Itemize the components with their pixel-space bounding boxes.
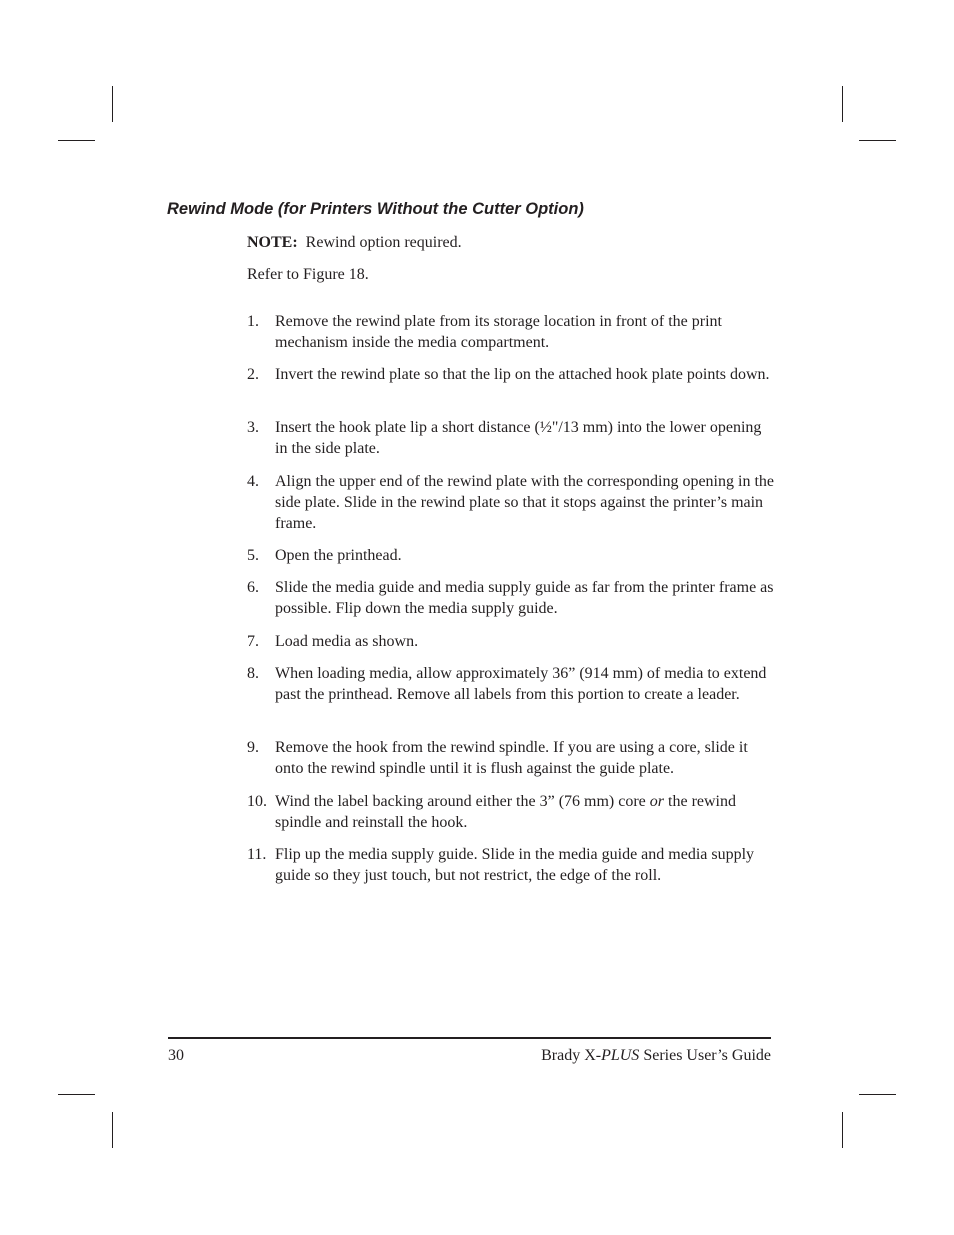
crop-mark bbox=[859, 1094, 896, 1095]
step-number: 10. bbox=[247, 793, 267, 810]
footer-rule bbox=[168, 1037, 771, 1039]
list-item bbox=[247, 631, 777, 652]
step-text: Open the printhead. bbox=[275, 547, 402, 564]
step-number: 1. bbox=[247, 313, 259, 330]
section-heading: Rewind Mode (for Printers Without the Cutter Option) bbox=[167, 200, 584, 218]
list-item bbox=[247, 663, 777, 705]
step-number: 6. bbox=[247, 579, 259, 596]
step-text: When loading media, allow approximately 36” (914 mm) of media to extend past the printhead. Remove all labels from this portion to create a leader. bbox=[275, 665, 767, 703]
step-text: Slide the media guide and media supply guide as far from the printer frame as possible. Flip down the media supply guide. bbox=[275, 579, 774, 617]
step-text bbox=[275, 791, 777, 833]
step-number: 2. bbox=[247, 366, 259, 383]
step-number: 11. bbox=[247, 846, 267, 863]
step-text: Load media as shown. bbox=[275, 633, 419, 650]
figure-reference: Refer to Figure 18. bbox=[247, 266, 369, 283]
guide-title-part: Series User’s Guide bbox=[639, 1047, 771, 1064]
crop-mark bbox=[112, 1112, 113, 1148]
note-label: NOTE: bbox=[247, 234, 298, 251]
crop-mark bbox=[58, 140, 95, 141]
note-text: Rewind option required. bbox=[305, 234, 462, 251]
list-item bbox=[247, 737, 777, 779]
step-number: 9. bbox=[247, 739, 259, 756]
list-item bbox=[247, 545, 777, 566]
crop-mark bbox=[842, 1112, 843, 1148]
guide-title bbox=[541, 1046, 771, 1066]
step-text: Flip up the media supply guide. Slide in the media guide and media supply guide so they just touch, but not restrict, the edge of the roll. bbox=[275, 846, 755, 884]
crop-mark bbox=[112, 86, 113, 122]
list-item bbox=[247, 577, 777, 619]
step-text: Remove the hook from the rewind spindle. If you are using a core, slide it onto the rewind spindle until it is flush against the guide plate. bbox=[275, 739, 748, 777]
list-item bbox=[247, 791, 777, 833]
guide-title-part: Brady X- bbox=[541, 1047, 602, 1064]
note bbox=[247, 232, 462, 253]
step-number: 3. bbox=[247, 419, 259, 436]
step-number: 8. bbox=[247, 665, 259, 682]
list-item bbox=[247, 364, 777, 385]
step-text-part: Wind the label backing around either the 3” (76 mm) core bbox=[275, 793, 650, 810]
list-item bbox=[247, 417, 777, 459]
list-item bbox=[247, 311, 777, 353]
list-item bbox=[247, 844, 777, 886]
crop-mark bbox=[58, 1094, 95, 1095]
step-text: Align the upper end of the rewind plate with the corresponding opening in the side plate. Slide in the rewind plate so that it stops against the printer’s main frame. bbox=[275, 473, 774, 532]
page-number: 30 bbox=[168, 1047, 184, 1064]
step-number: 5. bbox=[247, 547, 259, 564]
step-text: Insert the hook plate lip a short distance (½"/13 mm) into the lower opening in the side plate. bbox=[275, 419, 762, 457]
step-number: 4. bbox=[247, 473, 259, 490]
step-text-part: the rewind spindle and reinstall the hook. bbox=[275, 793, 736, 831]
step-number: 7. bbox=[247, 633, 259, 650]
crop-mark bbox=[859, 140, 896, 141]
step-text: Remove the rewind plate from its storage location in front of the print mechanism inside the media compartment. bbox=[275, 313, 722, 351]
step-text: Invert the rewind plate so that the lip on the attached hook plate points down. bbox=[275, 366, 770, 383]
list-item bbox=[247, 471, 777, 534]
crop-mark bbox=[842, 86, 843, 122]
step-text-emphasis: or bbox=[649, 793, 665, 810]
guide-title-emphasis: PLUS bbox=[601, 1047, 640, 1064]
